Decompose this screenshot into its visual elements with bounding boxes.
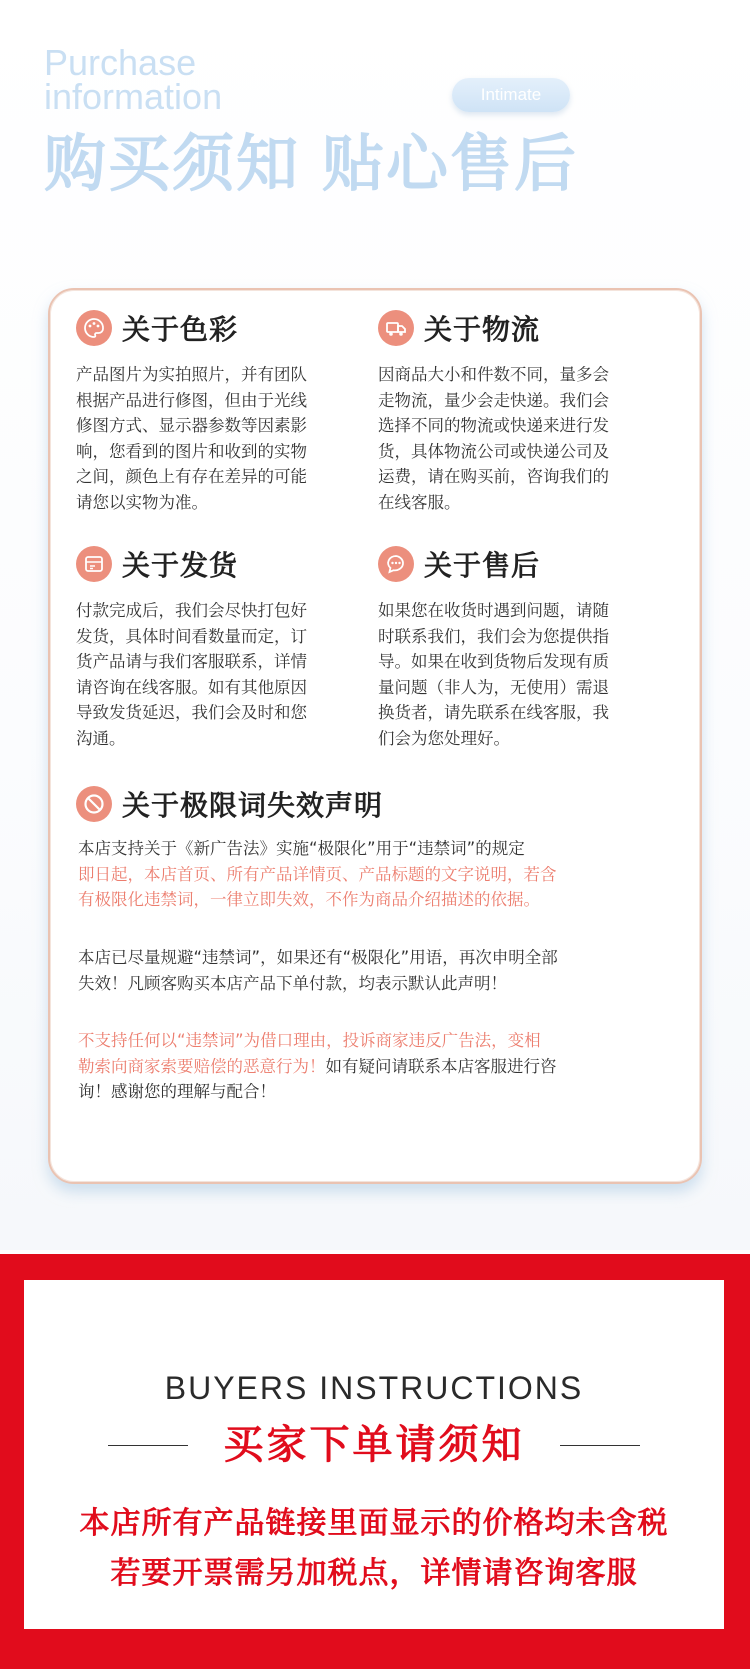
text-span-red: 勒索向商家索要赔偿的恶意行为！ xyxy=(78,1056,326,1076)
text-line: 在线客服。 xyxy=(378,492,461,512)
buyers-instructions-panel xyxy=(0,1254,750,1669)
text-line: 之间，颜色上有存在差异的可能 xyxy=(76,467,307,486)
section-aftersale-body xyxy=(378,598,609,751)
disclaimer-paragraph-2 xyxy=(78,945,678,996)
section-disclaimer-title: 关于极限词失效声明 xyxy=(122,789,384,822)
section-shipping-title: 关于发货 xyxy=(122,549,239,582)
disclaimer-paragraph-1 xyxy=(78,836,678,913)
text-line-red: 即日起，本店首页、所有产品详情页、产品标题的文字说明，若含 xyxy=(78,864,557,884)
text-line: 因商品大小和件数不同，量多会 xyxy=(378,365,609,384)
text-line: 选择不同的物流或快递来进行发 xyxy=(378,416,609,435)
text-line: 如果您在收货时遇到问题，请随 xyxy=(378,601,609,620)
text-span: 如有疑问请联系本店客服进行咨 xyxy=(325,1056,557,1076)
section-shipping-header xyxy=(76,544,238,584)
page-title-part1: 购买须知 xyxy=(44,127,301,200)
divider-right xyxy=(560,1445,640,1446)
text-line: 换货者，请先联系在线客服，我 xyxy=(378,703,609,722)
prohibited-icon xyxy=(76,786,112,822)
section-logistics-header xyxy=(378,308,540,348)
text-line-red: 不支持任何以“违禁词”为借口理由，投诉商家违反广告法，变相 xyxy=(78,1031,541,1050)
text-line: 本店支持关于《新广告法》实施“极限化”用于“违禁词”的规定 xyxy=(78,839,525,858)
text-line: 本店已尽量规避“违禁词”，如果还有“极限化”用语，再次申明全部 xyxy=(78,948,558,967)
palette-icon xyxy=(76,310,112,346)
buyers-note-line2: 若要开票需另加税点，详情请咨询客服 xyxy=(110,1556,638,1591)
text-line: 运费，请在购买前，咨询我们的 xyxy=(378,467,609,486)
page-title xyxy=(44,128,578,200)
section-logistics-title: 关于物流 xyxy=(424,313,541,346)
section-aftersale-header xyxy=(378,544,540,584)
text-line: 货产品请与我们客服联系，详情 xyxy=(76,652,307,671)
text-line: 沟通。 xyxy=(76,728,126,748)
section-aftersale-title: 关于售后 xyxy=(424,549,541,582)
text-line: 量问题（非人为，无使用）需退 xyxy=(378,677,609,697)
text-line: 付款完成后，我们会尽快打包好 xyxy=(76,601,307,620)
text-line: 货，具体物流公司或快递公司及 xyxy=(378,441,609,461)
header-en-line2: information xyxy=(44,76,223,117)
buyers-en-title: BUYERS INSTRUCTIONS xyxy=(164,1370,584,1406)
section-color-body xyxy=(76,362,307,515)
text-line: 们会为您处理好。 xyxy=(378,728,510,748)
section-color-header xyxy=(76,308,238,348)
buyers-instructions-inner xyxy=(24,1280,724,1629)
header-en-line1: Purchase xyxy=(44,42,197,83)
text-line: 时联系我们，我们会为您提供指 xyxy=(378,626,609,646)
text-line: 产品图片为实拍照片，并有团队 xyxy=(76,365,307,384)
text-line: 请您以实物为准。 xyxy=(76,492,208,512)
disclaimer-paragraph-3 xyxy=(78,1028,678,1105)
text-line-red: 有极限化违禁词，一律立即失效，不作为商品介绍描述的依据。 xyxy=(78,890,540,909)
buyers-cn-title-row xyxy=(24,1420,724,1470)
buyers-cn-title: 买家下单请须知 xyxy=(223,1422,525,1468)
section-shipping-body xyxy=(76,598,307,751)
truck-icon xyxy=(378,310,414,346)
text-line: 响，您看到的图片和收到的实物 xyxy=(76,441,307,461)
text-line: 走物流，量少会走快递。我们会 xyxy=(378,390,609,410)
text-line: 根据产品进行修图，但由于光线 xyxy=(76,390,307,410)
section-disclaimer-header xyxy=(76,784,383,824)
chat-icon xyxy=(378,546,414,582)
text-line: 修图方式、显示器参数等因素影 xyxy=(76,416,307,435)
text-line: 导致发货延迟，我们会及时和您 xyxy=(76,703,307,722)
page-title-part2: 贴心售后 xyxy=(322,127,579,200)
section-logistics-body xyxy=(378,362,609,515)
package-icon xyxy=(76,546,112,582)
text-line: 发货，具体时间看数量而定，订 xyxy=(76,626,307,646)
text-line: 请咨询在线客服。如有其他原因 xyxy=(76,677,307,697)
section-color-title: 关于色彩 xyxy=(122,313,239,346)
text-line: 导。如果在收到货物后发现有质 xyxy=(378,652,609,671)
intimate-badge: Intimate xyxy=(452,78,570,112)
text-line: 询！感谢您的理解与配合！ xyxy=(78,1082,276,1101)
buyers-note-line1: 本店所有产品链接里面显示的价格均未含税 xyxy=(79,1506,669,1541)
text-line: 失效！凡顾客购买本店产品下单付款，均表示默认此声明！ xyxy=(78,973,507,993)
